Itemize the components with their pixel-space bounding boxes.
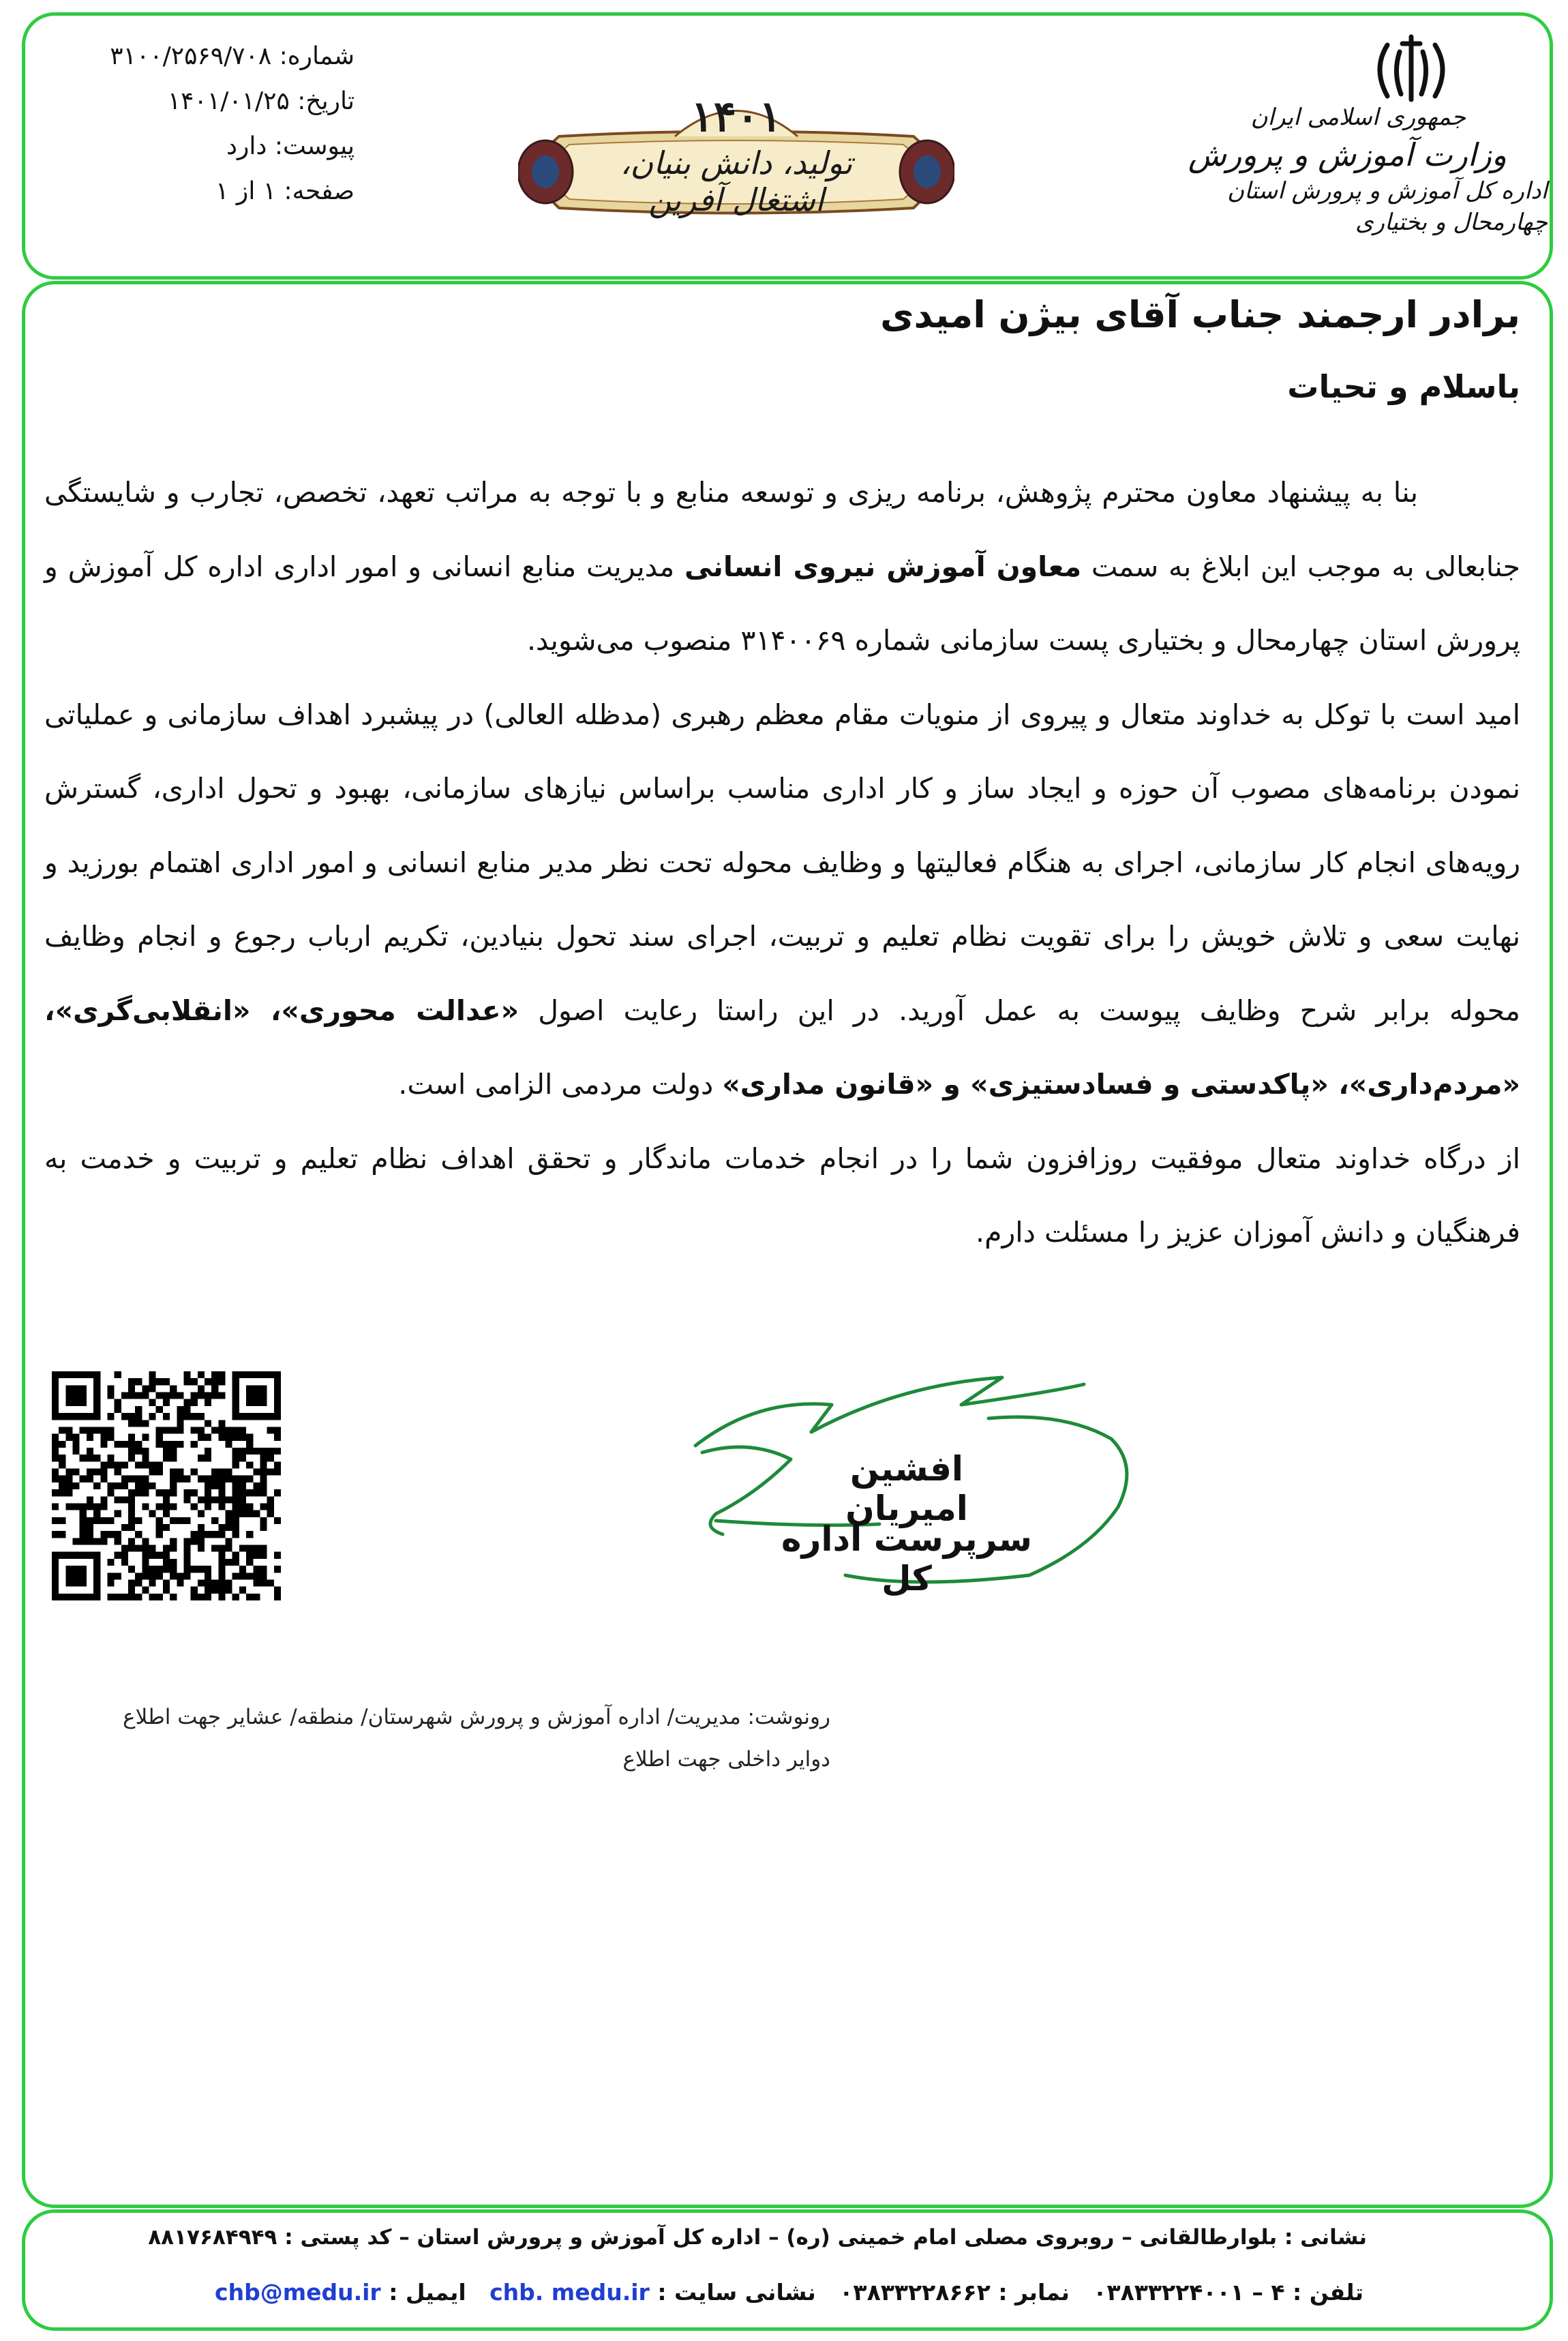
- letter-page: صفحه: ۱ از ۱: [215, 177, 355, 205]
- footer-contact: [215, 2279, 1363, 2306]
- footer-phone: تلفن : ۴ – ۰۳۸۳۳۲۲۴۰۰۱: [1093, 2279, 1363, 2306]
- org-department: اداره کل آموزش و پرورش استان چهارمحال و بختیاری: [1227, 177, 1548, 236]
- recipient-line: برادر ارجمند جناب آقای بیژن امیدی: [880, 293, 1520, 336]
- org-country: جمهوری اسلامی ایران: [1250, 104, 1466, 131]
- greeting-line: باسلام و تحیات: [1287, 368, 1520, 405]
- organization-name: [1179, 102, 1548, 239]
- letter-number: شماره: ۳۱۰۰/۲۵۶۹/۷۰۸: [110, 42, 355, 70]
- signer-name: افشین امیریان: [845, 1449, 968, 1528]
- paragraph-duties: امید است با توکل به خداوند متعال و پیروی از منویات مقام معظم رهبری (مدظله العالی) در پیشبرد اهداف سازمانی و عملیاتی نمودن برنامه‌های مصوب آن حوزه و ایجاد ساز و کار اداری مناسب براساس نیازهای سازمانی، بهبود و تحول اداری، گسترش رویه‌های انجام کار سازمانی، اجرای به هنگام فعالیتها و وظایف محوله تحت نظر مدیر منابع انسانی و امور اداری اهتمام بورزید و نهایت سعی و تلاش خویش را برای تقویت نظام تعلیم و تربیت، اجرای سند تحول بنیادین، تکریم ارباب رجوع و انجام وظایف محوله برابر شرح وظایف پیوست به عمل آورید. در این راستا رعایت اصول «عدالت محوری»، «انقلابی‌گری»، «مردم‌داری»، «پاکدستی و فسادستیزی» و «قانون مداری» دولت مردمی الزامی است.: [44, 698, 1521, 1101]
- letter-body: [44, 456, 1520, 1270]
- letter-meta: [0, 34, 355, 214]
- signer-title: سرپرست اداره کل: [781, 1519, 1032, 1598]
- iran-emblem-icon: [1360, 31, 1462, 113]
- cc-line-internal: دوایر داخلی جهت اطلاع: [622, 1747, 830, 1772]
- footer-fax: نمابر : ۰۳۸۳۳۲۲۸۶۶۲: [839, 2279, 1070, 2306]
- appointed-position: معاون آموزش نیروی انسانی: [684, 550, 1082, 583]
- letter-date: تاریخ: ۱۴۰۱/۰۱/۲۵: [167, 87, 355, 115]
- footer-email-label: ایمیل :: [389, 2279, 466, 2306]
- footer-website-label: نشانی سایت :: [657, 2279, 816, 2306]
- banner-slogan: تولید، دانش بنیان، اشتغال آفرین: [620, 145, 853, 218]
- paragraph-closing: از درگاه خداوند متعال موفقیت روزافزون شما را در انجام خدمات ماندگار و تحقق اهداف نظام تعلیم و تربیت و خدمت به فرهنگیان و دانش آموزان عزیز را مسئلت دارم.: [44, 1142, 1520, 1249]
- paragraph-appointment: بنا به پیشنهاد معاون محترم پژوهش، برنامه ریزی و توسعه منابع و با توجه به مراتب تعهد، تخصص، تجارب و شایستگی جنابعالی به موجب این ابلاغ به سمت معاون آموزش نیروی انسانی مدیریت منابع انسانی و امور اداری اداره کل آموزش و پرورش استان چهارمحال و بختیاری پست سازمانی شماره ۳۱۴۰۰۶۹ منصوب می‌شوید.: [44, 476, 1520, 657]
- footer-email-link[interactable]: chb@medu.ir: [215, 2279, 381, 2306]
- banner-year: ۱۴۰۱: [691, 91, 782, 141]
- year-slogan-banner: [518, 89, 954, 225]
- footer-website-link[interactable]: chb. medu.ir: [489, 2279, 650, 2306]
- org-ministry: وزارت آموزش و پرورش: [1188, 136, 1507, 173]
- principles-list: «عدالت محوری»، «انقلابی‌گری»، «مردم‌داری»، «پاکدستی و فسادستیزی» و «قانون مداری»: [44, 994, 1520, 1101]
- qr-code-icon: [52, 1371, 281, 1601]
- letter-attachment: پیوست: دارد: [226, 132, 355, 160]
- footer-address: نشانی : بلوارطالقانی – روبروی مصلی امام خمینی (ره) – اداره کل آموزش و پرورش استان – کد پستی : ۸۸۱۷۶۸۴۹۴۹: [148, 2225, 1367, 2250]
- cc-line: رونوشت: مدیریت/ اداره آموزش و پرورش شهرستان/ منطقه/ عشایر جهت اطلاع: [123, 1705, 830, 1729]
